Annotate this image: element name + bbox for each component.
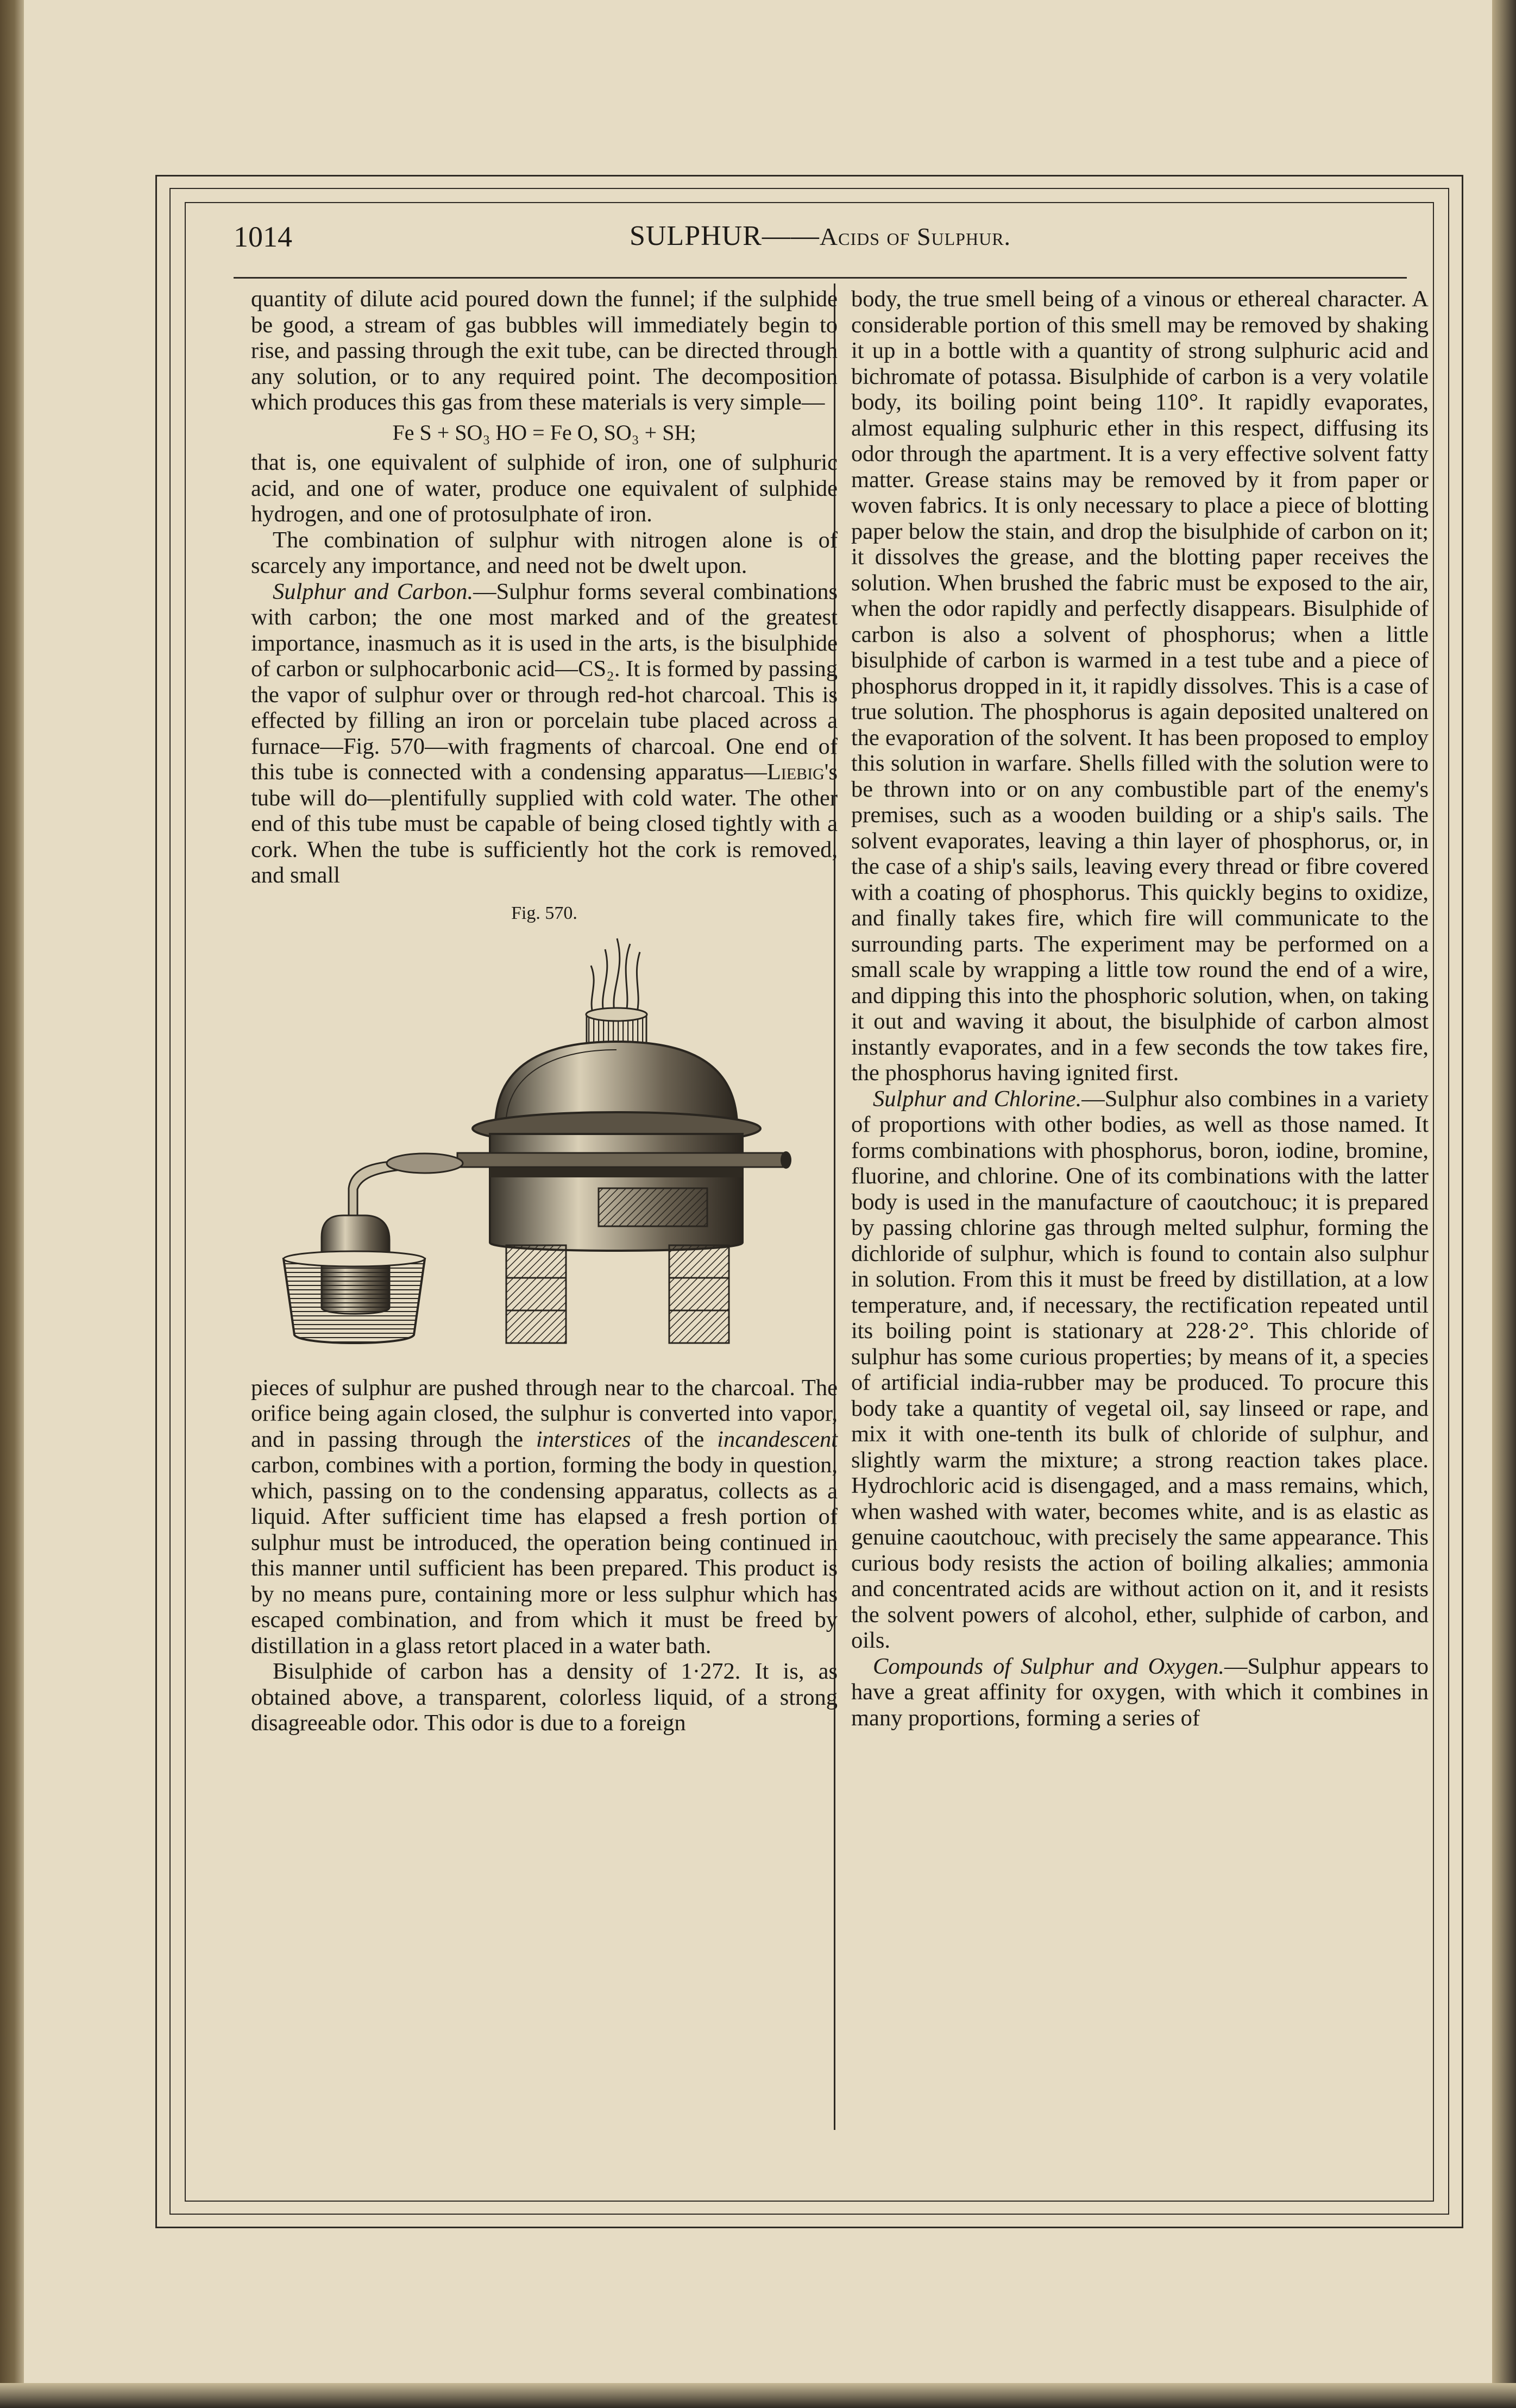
right-column: [851, 286, 1429, 1731]
paragraph-text: —Sulphur also combines in a variety of proportions with other bodies, as well as those named. It forms combinations with phosphorus, boron, iodine, bromine, fluorine, and chlorine. One of its combinations with the latter body is used in the manufacture of caoutchouc; it is prepared by passing chlorine gas through melted sulphur, forming the dichloride of sulphur, which is found to contain also sulphur in solution. From this it must be freed by distillation, at a low temperature, and, if necessary, the rectification repeated until its boiling point is stationary at 228·2°. This chloride of sulphur has some curious properties; by means of it, a species of artificial india-rubber may be produced. To procure this body take a quantity of vegetal oil, say linseed or rape, and mix it with one-tenth its bulk of chloride of sulphur, and slightly warm the mixture; a strong reaction takes place. Hydrochloric acid is disengaged, and a mass remains, which, when washed with water, becomes white, and is as elastic as genuine caoutchouc, with precisely the same appearance. This curious body resists the action of boiling alkalies; ammonia and concentrated acids are without action on it, and it resists the solvent powers of alcohol, ether, sulphide of carbon, and oils.: [851, 1086, 1429, 1653]
paragraph-text: carbon, combines with a portion, forming the body in question, which, passing on to the condensing apparatus, collects as a liquid. After sufficient time has elapsed a fresh portion of sulphur must be introduced, the operation being continued in this manner until sufficient has been prepared. This product is by no means pure, containing more or less sulphur which has escaped combination, and from which it must be freed by distillation in a glass retort placed in a water bath.: [251, 1452, 838, 1659]
furnace-grate-window: [599, 1188, 707, 1226]
figure-caption: Fig. 570.: [511, 903, 577, 923]
brick-supports: [506, 1245, 729, 1343]
paragraph-sulphur-chlorine: [851, 1086, 1429, 1654]
furnace-dome: [495, 1042, 737, 1123]
running-head-title: SULPHUR: [629, 220, 762, 251]
page-number: 1014: [234, 220, 292, 253]
paragraph: that is, one equivalent of sulphide of iron, one of sulphuric acid, and one of water, produce one equivalent of sulphide hydrogen, and one of protosulphate of iron.: [251, 450, 838, 527]
paragraph: quantity of dilute acid poured down the funnel; if the sulphide be good, a stream of gas bubbles will immediately begin to rise, and passing through the exit tube, can be directed through any solution, or to any required point. The decomposition which produces this gas from these materials is very simple—: [251, 286, 838, 415]
running-head-subtitle: Acids of Sulphur.: [819, 223, 1011, 250]
paragraph-sulphur-carbon: [251, 579, 838, 888]
person-name: Liebig: [766, 759, 825, 785]
iron-tube: [457, 1153, 783, 1167]
paragraph: The combination of sulphur with nitrogen alone is of scarcely any importance, and need not be dwelt upon.: [251, 527, 838, 578]
chemical-formula: Fe S + SO₃ HO = Fe O, SO₃ + SH;: [392, 420, 696, 445]
paragraph-text: pieces of sulphur are pushed through near to the charcoal. The orifice being again closed, the sulphur is converted into vapor, and in passing through the: [251, 1375, 838, 1452]
section-heading: Sulphur and Carbon.: [273, 578, 474, 604]
section-heading: Compounds of Sulphur and Oxygen.: [873, 1653, 1224, 1679]
running-head-dash: ——: [762, 220, 820, 251]
left-column: [251, 286, 838, 1736]
smoke-lines: [591, 938, 640, 1014]
paragraph: [251, 1375, 838, 1659]
paragraph-sulphur-oxygen: [851, 1654, 1429, 1731]
figure-570: [251, 900, 838, 1367]
italic-term: interstices: [536, 1426, 631, 1452]
furnace-apparatus-illustration: [251, 933, 838, 1362]
running-head: [234, 220, 1407, 252]
page-edge-bottom: [0, 2383, 1516, 2408]
water-bowl: [284, 1259, 425, 1343]
header-rule: [234, 277, 1407, 279]
italic-term: incandescent: [717, 1426, 838, 1452]
paragraph-text: 's tube will do—plentifully supplied with cold water. The other end of this tube must be capable of being closed tightly with a cork. When the tube is sufficiently hot the cork is removed, and small: [251, 759, 838, 888]
page-header: [234, 220, 1407, 258]
paragraph-text: of the: [631, 1426, 718, 1452]
section-heading: Sulphur and Chlorine.: [873, 1086, 1082, 1112]
paragraph-text: —Sulphur appears to have a great affinity for oxygen, with which it combines in many proportions, forming a series of: [851, 1653, 1429, 1731]
page-edge-right: [1492, 0, 1516, 2408]
paragraph: Bisulphide of carbon has a density of 1·272. It is, as obtained above, a transparent, colorless liquid, of a strong disagreeable odor. This odor is due to a foreign: [251, 1659, 838, 1736]
paragraph: body, the true smell being of a vinous or ethereal character. A considerable portion of this smell may be removed by shaking it up in a bottle with a quantity of strong sulphuric acid and bichromate of potassa. Bisulphide of carbon is a very volatile body, its boiling point being 110°. It rapidly evaporates, almost equaling sulphuric ether in this respect, diffusing its odor through the apartment. It is a very effective solvent fatty matter. Grease stains may be removed by it from paper or woven fabrics. It is only necessary to place a piece of blotting paper below the stain, and drop the bisulphide of carbon on it; it dissolves the grease, and the blotting paper receives the solution. When brushed the fabric must be exposed to the air, when the odor rapidly and perfectly disappears. Bisulphide of carbon is also a solvent of phosphorus; when a little bisulphide of carbon is warmed in a test tube and a piece of phosphorus dropped in it, it rapidly dissolves. This is a case of true solution. The phosphorus is again deposited unaltered on the evaporation of the solvent. It has been proposed to employ this solution in warfare. Shells filled with the solution were to be thrown into or on any combustible part of the enemy's premises, such as a wooden building or a ship's sails. The solvent evaporates, leaving a thin layer of phosphorus, or, in the case of a ship's sails, leaving every thread or fibre covered with a coating of phosphorus. This quickly begins to oxidize, and finally takes fire, which fire will communicate to the surrounding parts. The experiment may be performed on a small scale by wrapping a little tow round the end of a wire, and dipping this into the phosphoric solution, when, on taking it out and waving it about, the bisulphide of carbon almost instantly evaporates, and in a few seconds the tow takes fire, the phosphorus having ignited first.: [851, 286, 1429, 1086]
paragraph-text: —Sulphur forms several combinations with carbon; the one most marked and of the greatest importance, inasmuch as it is used in the arts, is the bisulphide of carbon or sulphocarbonic acid—CS₂. It is formed by passing the vapor of sulphur over or through red-hot charcoal. This is effected by filling an iron or porcelain tube placed across a furnace—Fig. 570—with fragments of charcoal. One end of this tube is connected with a condensing apparatus—: [251, 578, 838, 785]
book-binding: [0, 0, 24, 2408]
